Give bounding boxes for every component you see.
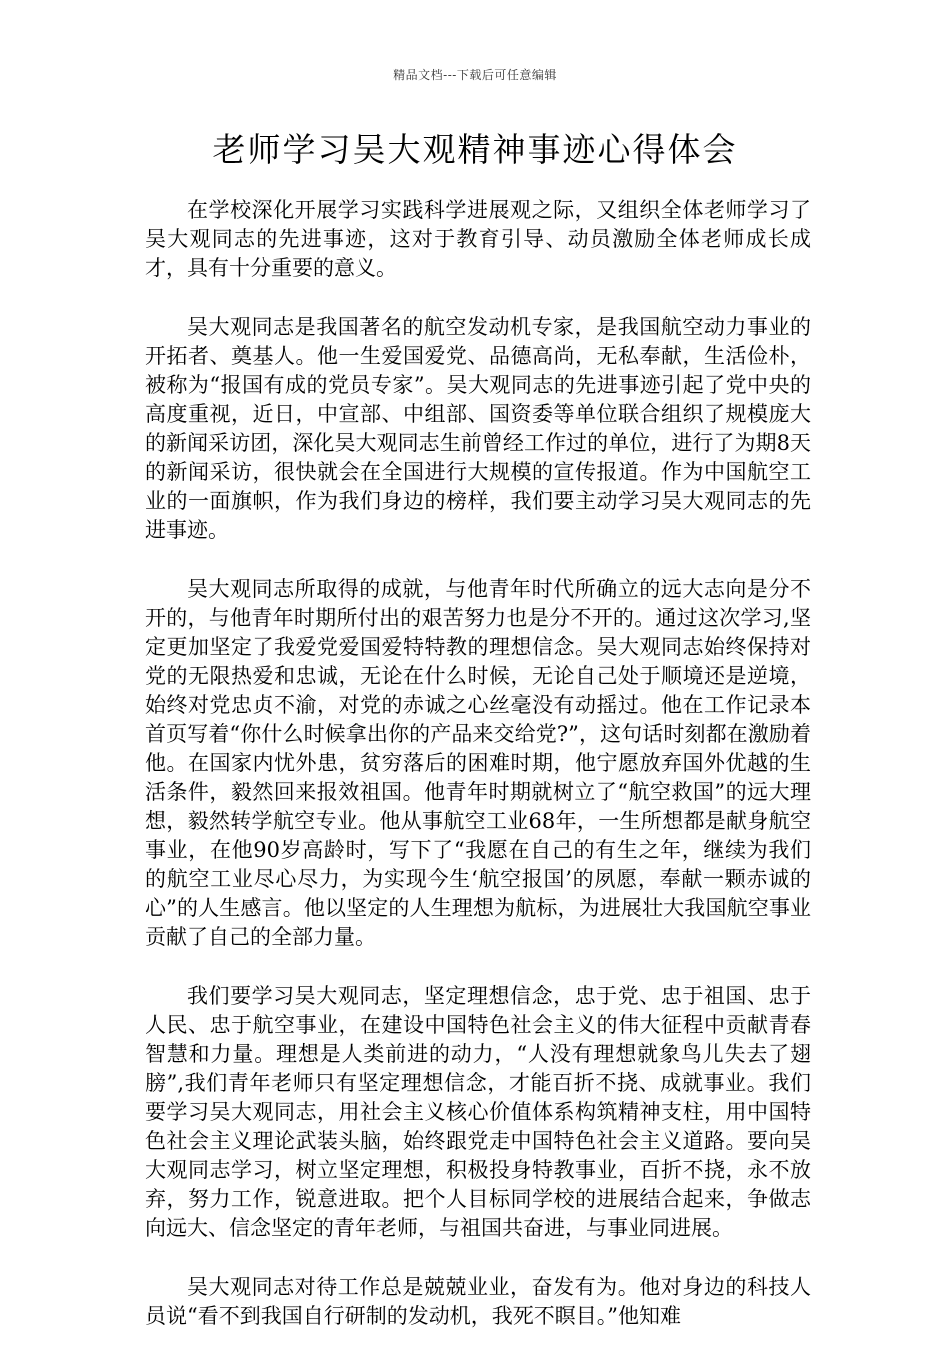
paragraph-5: 吴大观同志对待工作总是兢兢业业，奋发有为。他对身边的科技人员说“看不到我国自行研制的发动机，我死不瞑目。”他知难: [145, 1275, 811, 1328]
header-note: 精品文档---下载后可任意编辑: [393, 68, 557, 82]
paragraph-2: 吴大观同志是我国著名的航空发动机专家，是我国航空动力事业的开拓者、奠基人。他一生爱国爱党、品德高尚，无私奉献，生活俭朴，被称为“报国有成的党员专家”。吴大观同志的先进事迹引起了党中央的高度重视，近日，中宣部、中组部、国资委等单位联合组织了规模庞大的新闻采访团，深化吴大观同志生前曾经工作过的单位，进行了为期8天的新闻采访，很快就会在全国进行大规模的宣传报道。作为中国航空工业的一面旗帜，作为我们身边的榜样，我们要主动学习吴大观同志的先进事迹。: [145, 315, 811, 542]
paragraph-3: 吴大观同志所取得的成就，与他青年时代所确立的远大志向是分不开的，与他青年时期所付出的艰苦努力也是分不开的。通过这次学习,坚定更加坚定了我爱党爱国爱特特教的理想信念。吴大观同志始终保持对党的无限热爱和忠诚，无论在什么时候，无论自己处于顺境还是逆境，始终对党忠贞不渝，对党的赤诚之心丝毫没有动摇过。他在工作记录本首页写着“你什么时候拿出你的产品来交给党?”，这句话时刻都在激励着他。在国家内忧外患，贫穷落后的困难时期，他宁愿放弃国外优越的生活条件，毅然回来报效祖国。他青年时期就树立了“航空救国”的远大理想，毅然转学航空专业。他从事航空工业68年，一生所想都是献身航空事业，在他90岁高龄时，写下了“我愿在自己的有生之年，继续为我们的航空工业尽心尽力，为实现今生‘航空报国’的夙愿，奉献一颗赤诚的心”的人生感言。他以坚定的人生理想为航标，为进展壮大我国航空事业贡献了自己的全部力量。: [145, 577, 811, 949]
paragraph-1: 在学校深化开展学习实践科学进展观之际，又组织全体老师学习了吴大观同志的先进事迹，这对于教育引导、动员激励全体老师成长成才，具有十分重要的意义。: [145, 198, 811, 280]
document-body: [145, 196, 811, 1361]
paragraph-4: 我们要学习吴大观同志，坚定理想信念，忠于党、忠于祖国、忠于人民、忠于航空事业，在建设中国特色社会主义的伟大征程中贡献青春智慧和力量。理想是人类前进的动力，“人没有理想就象鸟儿失去了翅膀”,我们青年老师只有坚定理想信念，才能百折不挠、成就事业。我们要学习吴大观同志，用社会主义核心价值体系构筑精神支柱，用中国特色社会主义理论武装头脑，始终跟党走中国特色社会主义道路。要向吴大观同志学习，树立坚定理想，积极投身特教事业，百折不挠，永不放弃，努力工作，锐意进取。把个人目标同学校的进展结合起来，争做志向远大、信念坚定的青年老师，与祖国共奋进，与事业同进展。: [145, 984, 811, 1240]
document-title: 老师学习吴大观精神事迹心得体会: [212, 130, 738, 169]
